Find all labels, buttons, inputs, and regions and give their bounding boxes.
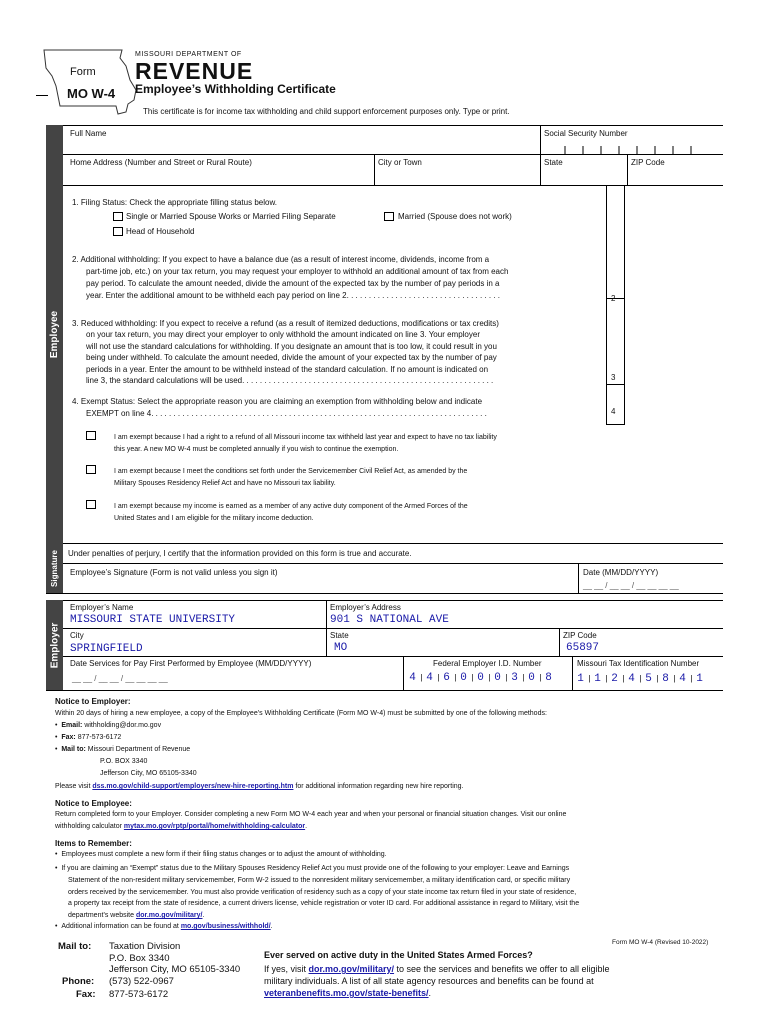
digit-separator: | [604,675,609,684]
notice-employee-heading: Notice to Employee: [55,799,132,808]
form-revision: Form MO W-4 (Revised 10-2022) [612,939,709,946]
notice-employer-heading: Notice to Employer: [55,697,131,706]
married-label: Married (Spouse does not work) [398,212,512,221]
fein-digit: 8 [545,672,552,684]
employer-zip-field[interactable]: 65897 [566,642,600,654]
digit-separator: | [436,674,441,683]
remember-heading: Items to Remember: [55,839,132,848]
city-town-field[interactable] [376,168,538,183]
exempt-military-checkbox[interactable] [86,500,96,509]
employer-address-label: Employer’s Address [330,603,401,612]
military-link[interactable]: dor.mo.gov/military/ [135,912,203,920]
form-id: MO W-4 [67,86,116,101]
zip-label: ZIP Code [631,158,665,167]
notice-employee-calculator-line: withholding calculator mytax.mo.gov/rptp/portal/home/withholding-calculator. [55,823,308,830]
line4-exempt-field[interactable] [625,404,721,422]
full-name-label: Full Name [70,129,107,138]
employee-side-label: Employee [46,125,63,543]
notice-employee-text: Return completed form to your Employer. Consider completing a new Form MO W-4 each year and when your personal or financial situation changes. Visit our online [55,811,567,818]
employer-zip-label: ZIP Code [563,631,597,640]
employer-city-field[interactable]: SPRINGFIELD [70,643,143,655]
state-label: State [544,158,563,167]
mo-tax-id-digit: 4 [628,673,635,685]
form-word: Form [70,66,96,78]
fein-digit: 4 [409,672,416,684]
employer-side-label: Employer [46,600,63,690]
form-title: Employee’s Withholding Certificate [135,82,336,96]
notice-employer-text: Within 20 days of hiring a new employee, a copy of the Employee’s Withholding Certificate (Form MO W-4) must be submitted by one of the following methods: [55,710,547,717]
notice-email-item: • Email: withholding@dor.mo.gov [55,722,162,729]
date-services-field[interactable]: __ __ / __ __ / __ __ __ __ [72,674,168,683]
mo-tax-id-label: Missouri Tax Identification Number [577,659,700,668]
remember-bullet-2: • If you are claiming an “Exempt” status due to the Military Spouses Residency Relief Act you must provide one of the following to your employer: Leave and Earnings Statement of the non-resident military servicemember, Form W-2 issued to the nonresident military servicemember, a military identification card, or specific military orders received by the servicemember. You must also provide verification of residency such as a copy of your state income tax return filed in your state of residence, a property tax receipt from the state of residence, a current drivers license, vehicle registration or voter ID card. For additional assistance in regard to Military, visit the department’s website dor.mo.gov/military/. [55,865,580,920]
date-services-label: Date Services for Pay First Performed by Employee (MM/DD/YYYY) [70,659,312,668]
mo-tax-id-digit: 8 [662,673,669,685]
digit-separator: | [689,675,694,684]
head-of-household-checkbox[interactable] [113,227,123,236]
fein-digit: 0 [528,672,535,684]
employee-signature-field[interactable] [66,578,576,593]
digit-separator: | [487,674,492,683]
mo-tax-id-digit: 1 [577,673,584,685]
fein-digit: 4 [426,672,433,684]
footer-fax-value: 877-573-6172 [109,989,169,1000]
fein-digit: 0 [477,672,484,684]
ssn-field[interactable] [543,140,723,154]
remember-bullet-3: • Additional information can be found at mo.gov/business/withhold/. [55,923,273,930]
exempt-military-text: I am exempt because my income is earned as a member of any active duty component of the Armed Forces of the United States and I am eligible for the military income deduction. [114,503,468,522]
signature-side-label: Signature [46,543,63,593]
line4-exempt-status: 4. Exempt Status: Select the appropriate reason you are claiming an exemption from withholding below and indicate EXEMPT on line 4. . . . . . . . . . . . . . . . . . . . . . . . . . . . . . . . . . . . . . . . . . . . . . . . . . . . . . . . . . . . . . . . . . . . . . . . . . . . [72,397,487,418]
fein-field[interactable] [406,672,555,684]
line3-reduced-withholding: 3. Reduced withholding: If you expect to receive a refund (as a result of itemized deductions, modifications or tax credits) on your tax return, you may direct your employer to only withhold the amount indicated on line 3. Your employer will not use the standard calculations for withholding. If you designate an amount that is too low, it could result in you being under withheld. To calculate the amount needed, divide the amount of your expected tax by the number of pay periods in a year. Enter the amount to be withheld instead of the standard calculation. If no amount is indicated on line 3, the standard calculations will be used. . . . . . . . . . . . . . . . . . . . . . . . . . . . . . . . . . . . . . . . . . . . . . . . . . . . . . . . . [72,319,499,386]
revenue-logo: REVENUE [135,58,254,84]
employer-city-label: City [70,631,84,640]
fein-digit: 0 [494,672,501,684]
digit-separator: | [621,675,626,684]
fein-digit: 3 [511,672,518,684]
employer-name-label: Employer’s Name [70,603,134,612]
footer-phone-value: (573) 522-0967 [109,976,174,987]
military-text: If yes, visit dor.mo.gov/military/ to see the services and benefits we offer to all eligible military individuals. A list of all state agency resources and benefits can be found at veteranbenefits.mo.gov/state-benefits/. [264,964,610,998]
digit-separator: | [538,674,543,683]
digit-separator: | [655,675,660,684]
footer-mail-address: Taxation Division P.O. Box 3340 Jefferson City, MO 65105-3340 [109,941,241,975]
line1-filing-status: 1. Filing Status: Check the appropriate filling status below. [72,198,277,207]
veteran-benefits-link[interactable]: veteranbenefits.mo.gov/state-benefits/ [264,988,429,998]
mo-tax-id-field[interactable] [574,673,706,685]
employer-address-field[interactable]: 901 S NATIONAL AVE [330,614,449,626]
digit-separator: | [419,674,424,683]
business-withhold-link[interactable]: mo.gov/business/withhold/ [180,923,271,930]
employee-signature-label: Employee’s Signature (Form is not valid unless you sign it) [70,568,278,577]
line3-number: 3 [611,373,616,382]
form-subtitle: This certificate is for income tax withholding and child support enforcement purposes only. Type or print. [143,107,510,116]
digit-separator: | [672,675,677,684]
full-name-field[interactable] [66,138,536,152]
employer-state-label: State [330,631,349,640]
zip-field[interactable] [629,168,721,183]
mo-tax-id-digit: 4 [679,673,686,685]
exempt-servicemember-text: I am exempt because I meet the conditions set forth under the Servicemember Civil Relief Act, as amended by the Military Spouses Residency Relief Act and have no Missouri tax liability. [114,468,468,487]
footer-phone-label: Phone: [62,976,95,987]
new-hire-reporting-link[interactable]: dss.mo.gov/child-support/employers/new-hire-reporting.htm [92,783,294,790]
digit-separator: | [587,675,592,684]
footer-mail-label: Mail to: [58,941,92,952]
signature-date-field[interactable]: __ __ / __ __ / __ __ __ __ [583,581,679,590]
footer-military-link[interactable]: dor.mo.gov/military/ [308,964,395,974]
missouri-state-outline-icon [30,46,140,116]
notice-mail-item: • Mail to: Missouri Department of Revenue [55,746,191,753]
digit-separator: | [470,674,475,683]
notice-mail-city: Jefferson City, MO 65105-3340 [100,770,197,777]
perjury-statement: Under penalties of perjury, I certify that the information provided on this form is true and accurate. [68,549,412,558]
digit-separator: | [504,674,509,683]
notice-visit-line: Please visit dss.mo.gov/child-support/employers/new-hire-reporting.htm for additional information regarding new hire reporting. [55,783,464,790]
digit-separator: | [521,674,526,683]
exempt-refund-checkbox[interactable] [86,431,96,440]
home-address-label: Home Address (Number and Street or Rural Route) [70,158,252,167]
military-heading: Ever served on active duty in the United States Armed Forces? [264,950,533,960]
mo-tax-id-digit: 1 [696,673,703,685]
digit-separator: | [453,674,458,683]
fein-digit: 6 [443,672,450,684]
exempt-servicemember-checkbox[interactable] [86,465,96,474]
employer-name-field[interactable]: MISSOURI STATE UNIVERSITY [70,614,236,626]
fein-digit: 0 [460,672,467,684]
employer-state-field[interactable]: MO [334,642,348,654]
agency-name: MISSOURI DEPARTMENT OF [135,51,242,58]
line2-number: 2 [611,294,616,303]
line2-amount-field[interactable] [625,290,721,308]
head-of-household-label: Head of Household [126,227,195,236]
fein-label: Federal Employer I.D. Number [433,659,542,668]
line3-amount-field[interactable] [625,373,721,391]
mo-tax-id-digit: 1 [594,673,601,685]
state-field[interactable] [542,168,624,183]
withholding-calculator-link[interactable]: mytax.mo.gov/rptp/portal/home/withholding-calculator [123,823,306,830]
notice-mail-box: P.O. BOX 3340 [100,758,148,765]
line2-additional-withholding: 2. Additional withholding: If you expect to have a balance due (as a result of interest income, dividends, income from a part-time job, etc.) on your tax return, you may request your employer to withhold an additional amount of tax from each pay period. To calculate the amount needed, divide the amount of the expected tax by the number of pay periods in a year. Enter the additional amount to be withheld each pay period on line 2. . . . . . . . . . . . . . . . . . . . . . . . . . . . . . . . . . . [72,255,509,300]
line4-number: 4 [611,407,616,416]
exempt-refund-text: I am exempt because I had a right to a refund of all Missouri income tax withheld last year and expect to have no tax liability this year. A new MO W-4 must be completed annually if you wish to continue the exemption. [114,434,497,453]
remember-bullet-1: • Employees must complete a new form if their filing status changes or to adjust the amount of withholding. [55,851,387,858]
footer-fax-label: Fax: [76,989,96,1000]
city-town-label: City or Town [378,158,422,167]
single-label: Single or Married Spouse Works or Married Filing Separate [126,212,336,221]
digit-separator: | [638,675,643,684]
home-address-field[interactable] [66,168,371,183]
line1-amount-field[interactable] [625,186,721,296]
notice-fax-item: • Fax: 877-573-6172 [55,734,122,741]
married-checkbox[interactable] [384,212,394,221]
signature-date-label: Date (MM/DD/YYYY) [583,568,659,577]
mo-tax-id-digit: 5 [645,673,652,685]
ssn-label: Social Security Number [544,129,628,138]
single-checkbox[interactable] [113,212,123,221]
mo-tax-id-digit: 2 [611,673,618,685]
